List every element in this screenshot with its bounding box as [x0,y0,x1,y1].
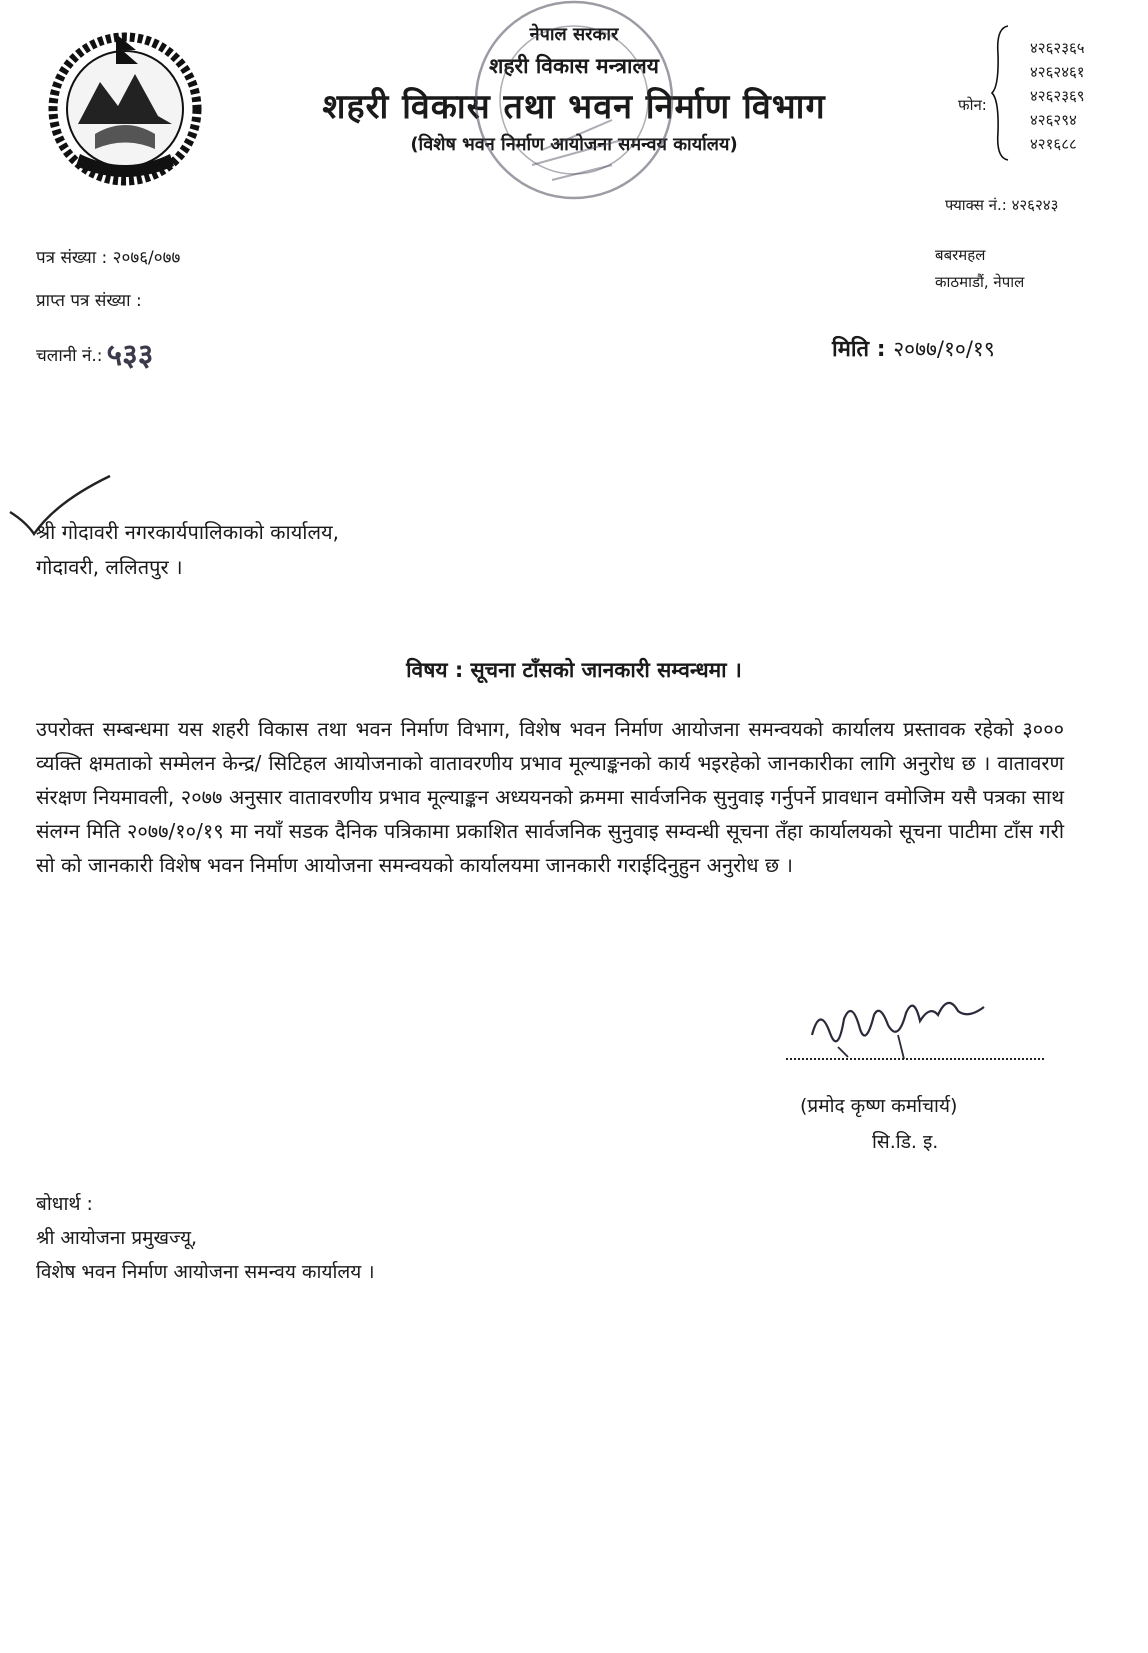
phone-number: ४२६२३६५ [1030,39,1085,57]
phone-list [1030,36,1085,156]
signatory-name: (प्रमोद कृष्ण कर्माचार्य) [800,1095,958,1117]
address-line: बबरमहल [935,246,986,264]
fax-number: फ्याक्स नं.: ४२६२४३ [945,196,1059,214]
received-letter-number: प्राप्त पत्र संख्या : [36,291,142,311]
dispatch-number [36,333,153,374]
phone-label: फोन: [958,96,987,114]
dispatch-value: ५३३ [106,338,154,373]
letter-number: पत्र संख्या : २०७६/०७७ [36,248,181,268]
phone-number: ४२६२३६९ [1030,87,1085,105]
phone-number: ४२१६८८ [1030,135,1077,153]
subject-line: विषय : सूचना टाँसको जानकारी सम्वन्धमा । [406,658,742,682]
government-name: नेपाल सरकार [529,24,619,45]
addressee-line: गोदावरी, ललितपुर । [36,555,183,579]
letter-body: उपरोक्त सम्बन्धमा यस शहरी विकास तथा भवन निर्माण विभाग, विशेष भवन निर्माण आयोजना समन्वयको कार्यालय प्रस्तावक रहेको ३००० व्यक्ति क्षमताको सम्मेलन केन्द्र/ सिटिहल आयोजनाको वातावरणीय प्रभाव मूल्याङ्कनको कार्य भइरहेको जानकारीका लागि अनुरोध छ । वातावरण संरक्षण नियमावली, २०७७ अनुसार वातावरणीय प्रभाव मूल्याङ्कन अध्ययनको क्रममा सार्वजनिक सुनुवाइ गर्नुपर्ने प्रावधान वमोजिम यसै पत्रका साथ संलग्न मिति २०७७/१०/१९ मा नयाँ सडक दैनिक पत्रिकामा प्रकाशित सार्वजनिक सुनुवाइ सम्वन्धी सूचना तँहा कार्यालयको सूचना पाटीमा टाँस गरी सो को जानकारी विशेष भवन निर्माण आयोजना समन्वयको कार्यालयमा जानकारी गराईदिनुहुन अनुरोध छ । [36,717,1064,877]
office-stamp-icon [462,0,692,215]
phone-number: ४२६२४६१ [1030,63,1085,81]
cc-line: विशेष भवन निर्माण आयोजना समन्वय कार्यालय । [36,1261,375,1283]
date-value: २०७७/१०/१९ [893,337,995,361]
signatory-title: सि.डि. इ. [872,1131,939,1153]
dispatch-label: चलानी नं.: [36,346,103,366]
cc-line: श्री आयोजना प्रमुखज्यू, [36,1227,198,1249]
cc-label: बोधार्थ : [36,1193,93,1215]
letter-date [832,333,995,363]
addressee-line: श्री गोदावरी नगरकार्यपालिकाको कार्यालय, [36,520,340,544]
ministry-name: शहरी विकास मन्त्रालय [489,54,659,78]
brace-icon [990,24,1010,162]
office-name: (विशेष भवन निर्माण आयोजना समन्वय कार्यालय) [410,134,738,155]
date-label: मिति : [832,337,886,362]
signature-line [786,1058,1044,1060]
department-name: शहरी विकास तथा भवन निर्माण विभाग [322,87,826,127]
signature-icon [808,985,988,1065]
address-line: काठमाडौं, नेपाल [935,273,1025,291]
phone-number: ४२६२९४ [1030,111,1077,129]
